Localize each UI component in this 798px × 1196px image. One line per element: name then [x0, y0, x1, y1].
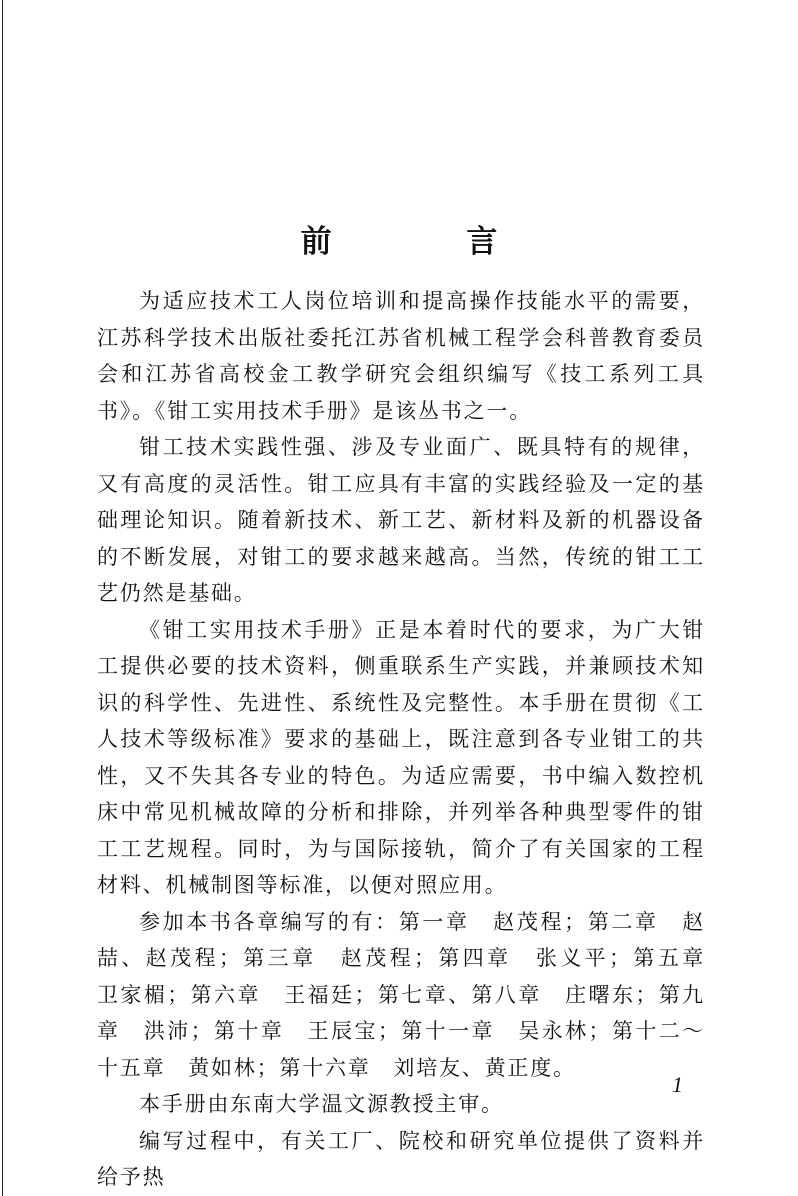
preface-body	[97, 283, 728, 1196]
paragraph-4: 参加本书各章编写的有：第一章 赵茂程；第二章 赵喆、赵茂程；第三章 赵茂程；第四章 张义平；第五章 卫家楣；第六章 王福廷；第七章、第八章 庄曙东；第九章 洪沛；第十章 王辰宝；第十一章 吴永林；第十二～十五章 黄如林；第十六章 刘培友、黄正度。	[97, 909, 728, 1080]
page-title: 前 言	[300, 224, 560, 260]
paragraph-1: 为适应技术工人岗位培训和提高操作技能水平的需要，江苏科学技术出版社委托江苏省机械工程学会科普教育委员会和江苏省高校金工教学研究会组织编写《技工系列工具书》。《钳工实用技术手册》是该丛书之一。	[97, 289, 705, 423]
page-edge-line	[2, 0, 3, 1196]
paragraph-3: 《钳工实用技术手册》正是本着时代的要求，为广大钳工提供必要的技术资料，侧重联系生产实践，并兼顾技术知识的科学性、先进性、系统性及完整性。本手册在贯彻《工人技术等级标准》要求的基础上，既注意到各专业钳工的共性，又不失其各专业的特色。为适应需要，书中编入数控机床中常见机械故障的分析和排除，并列举各种典型零件的钳工工艺规程。同时，为与国际接轨，简介了有关国家的工程材料、机械制图等标准，以便对照应用。	[97, 617, 705, 897]
page-number: 1	[672, 1072, 683, 1097]
paragraph-5: 本手册由东南大学温文源教授主审。	[139, 1092, 504, 1116]
paragraph-6: 编写过程中，有关工厂、院校和研究单位提供了资料并给予热	[97, 1128, 705, 1189]
paragraph-2: 钳工技术实践性强、涉及专业面广、既具特有的规律，又有高度的灵活性。钳工应具有丰富的实践经验及一定的基础理论知识。随着新技术、新工艺、新材料及新的机器设备的不断发展，对钳工的要求越来越高。当然，传统的钳工工艺仍然是基础。	[97, 435, 705, 605]
